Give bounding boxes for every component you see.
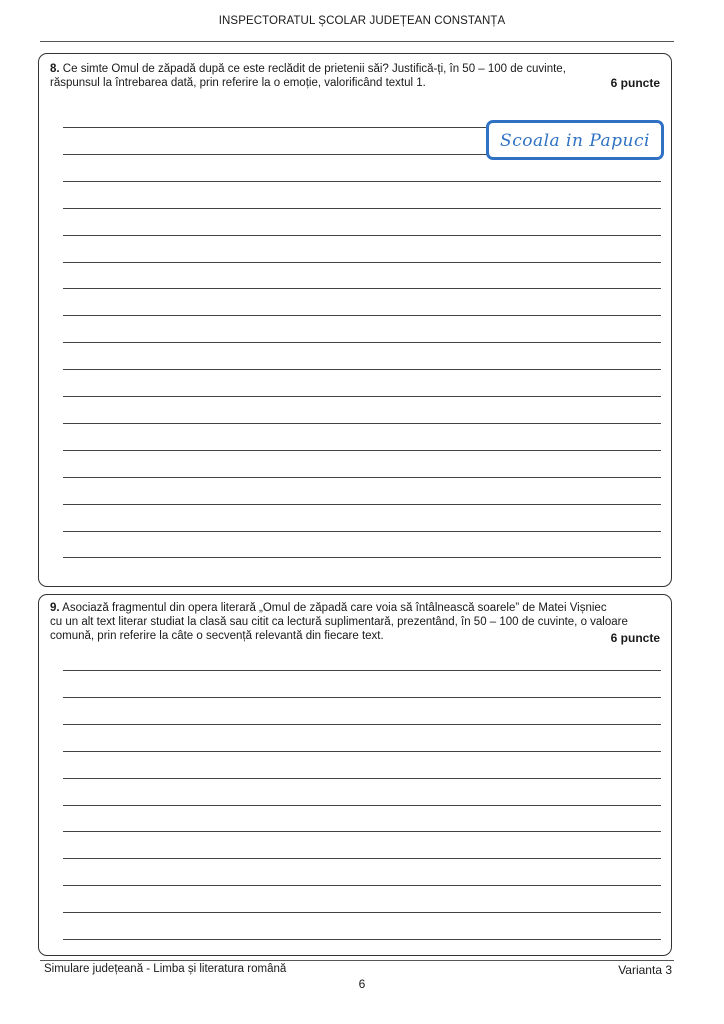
answer-line[interactable]: [63, 912, 661, 913]
answer-line[interactable]: [63, 504, 661, 505]
answer-line[interactable]: [63, 208, 661, 209]
question-8-line-2: răspunsul la întrebarea dată, prin referire la o emoție, valorificând textul 1.: [50, 77, 426, 89]
footer-divider: [40, 960, 674, 961]
question-9-line-2: cu un alt text literar studiat la clasă sau citit ca lectură suplimentară, prezentând, în 50 – 100 de cuvinte, o valoare: [50, 616, 628, 628]
answer-line[interactable]: [63, 315, 661, 316]
answer-line[interactable]: [63, 477, 661, 478]
answer-line[interactable]: [63, 670, 661, 671]
answer-line[interactable]: [63, 235, 661, 236]
answer-line[interactable]: [63, 805, 661, 806]
answer-line[interactable]: [63, 531, 661, 532]
answer-line[interactable]: [63, 450, 661, 451]
answer-line[interactable]: [63, 831, 661, 832]
footer-exam-title: Simulare județeană - Limba și literatura română: [44, 963, 287, 975]
answer-line[interactable]: [63, 885, 661, 886]
answer-line[interactable]: [63, 396, 661, 397]
answer-line[interactable]: [63, 697, 661, 698]
question-9-line-3: comună, prin referire la câte o secvență relevantă din fiecare text.: [50, 630, 384, 642]
watermark-stamp: [486, 120, 664, 160]
answer-line[interactable]: [63, 751, 661, 752]
answer-line[interactable]: [63, 262, 661, 263]
answer-line[interactable]: [63, 557, 661, 558]
answer-line[interactable]: [63, 858, 661, 859]
answer-line[interactable]: [63, 939, 661, 940]
answer-line[interactable]: [63, 369, 661, 370]
question-9-box: [38, 594, 672, 956]
answer-line[interactable]: [63, 181, 661, 182]
question-8-number: 8.: [50, 63, 60, 75]
answer-line[interactable]: [63, 778, 661, 779]
answer-line[interactable]: [63, 423, 661, 424]
svg-text:Scoala in Papuci: Scoala in Papuci: [500, 131, 650, 151]
answer-line[interactable]: [63, 342, 661, 343]
header-divider: [40, 41, 674, 42]
answer-line[interactable]: [63, 724, 661, 725]
watermark-logo: [489, 123, 661, 157]
answer-line[interactable]: [63, 288, 661, 289]
question-9-prompt-1: Asociază fragmentul din opera literară „Omul de zăpadă care voia să întâlnească soarele” de Matei Vișniec: [62, 602, 607, 614]
question-8-prompt-1: Ce simte Omul de zăpadă după ce este reclădit de prietenii săi? Justifică-ți, în 50 – 100 de cuvinte,: [62, 63, 566, 75]
question-9-points: 6 puncte: [610, 631, 660, 645]
page-header: INSPECTORATUL ȘCOLAR JUDEȚEAN CONSTANȚA: [218, 15, 506, 27]
footer-variant: Varianta 3: [618, 963, 672, 977]
question-9-answer-lines[interactable]: [63, 595, 661, 955]
page-number: 6: [358, 977, 366, 991]
question-9-number: 9.: [50, 602, 60, 614]
question-8-points: 6 puncte: [610, 76, 660, 90]
